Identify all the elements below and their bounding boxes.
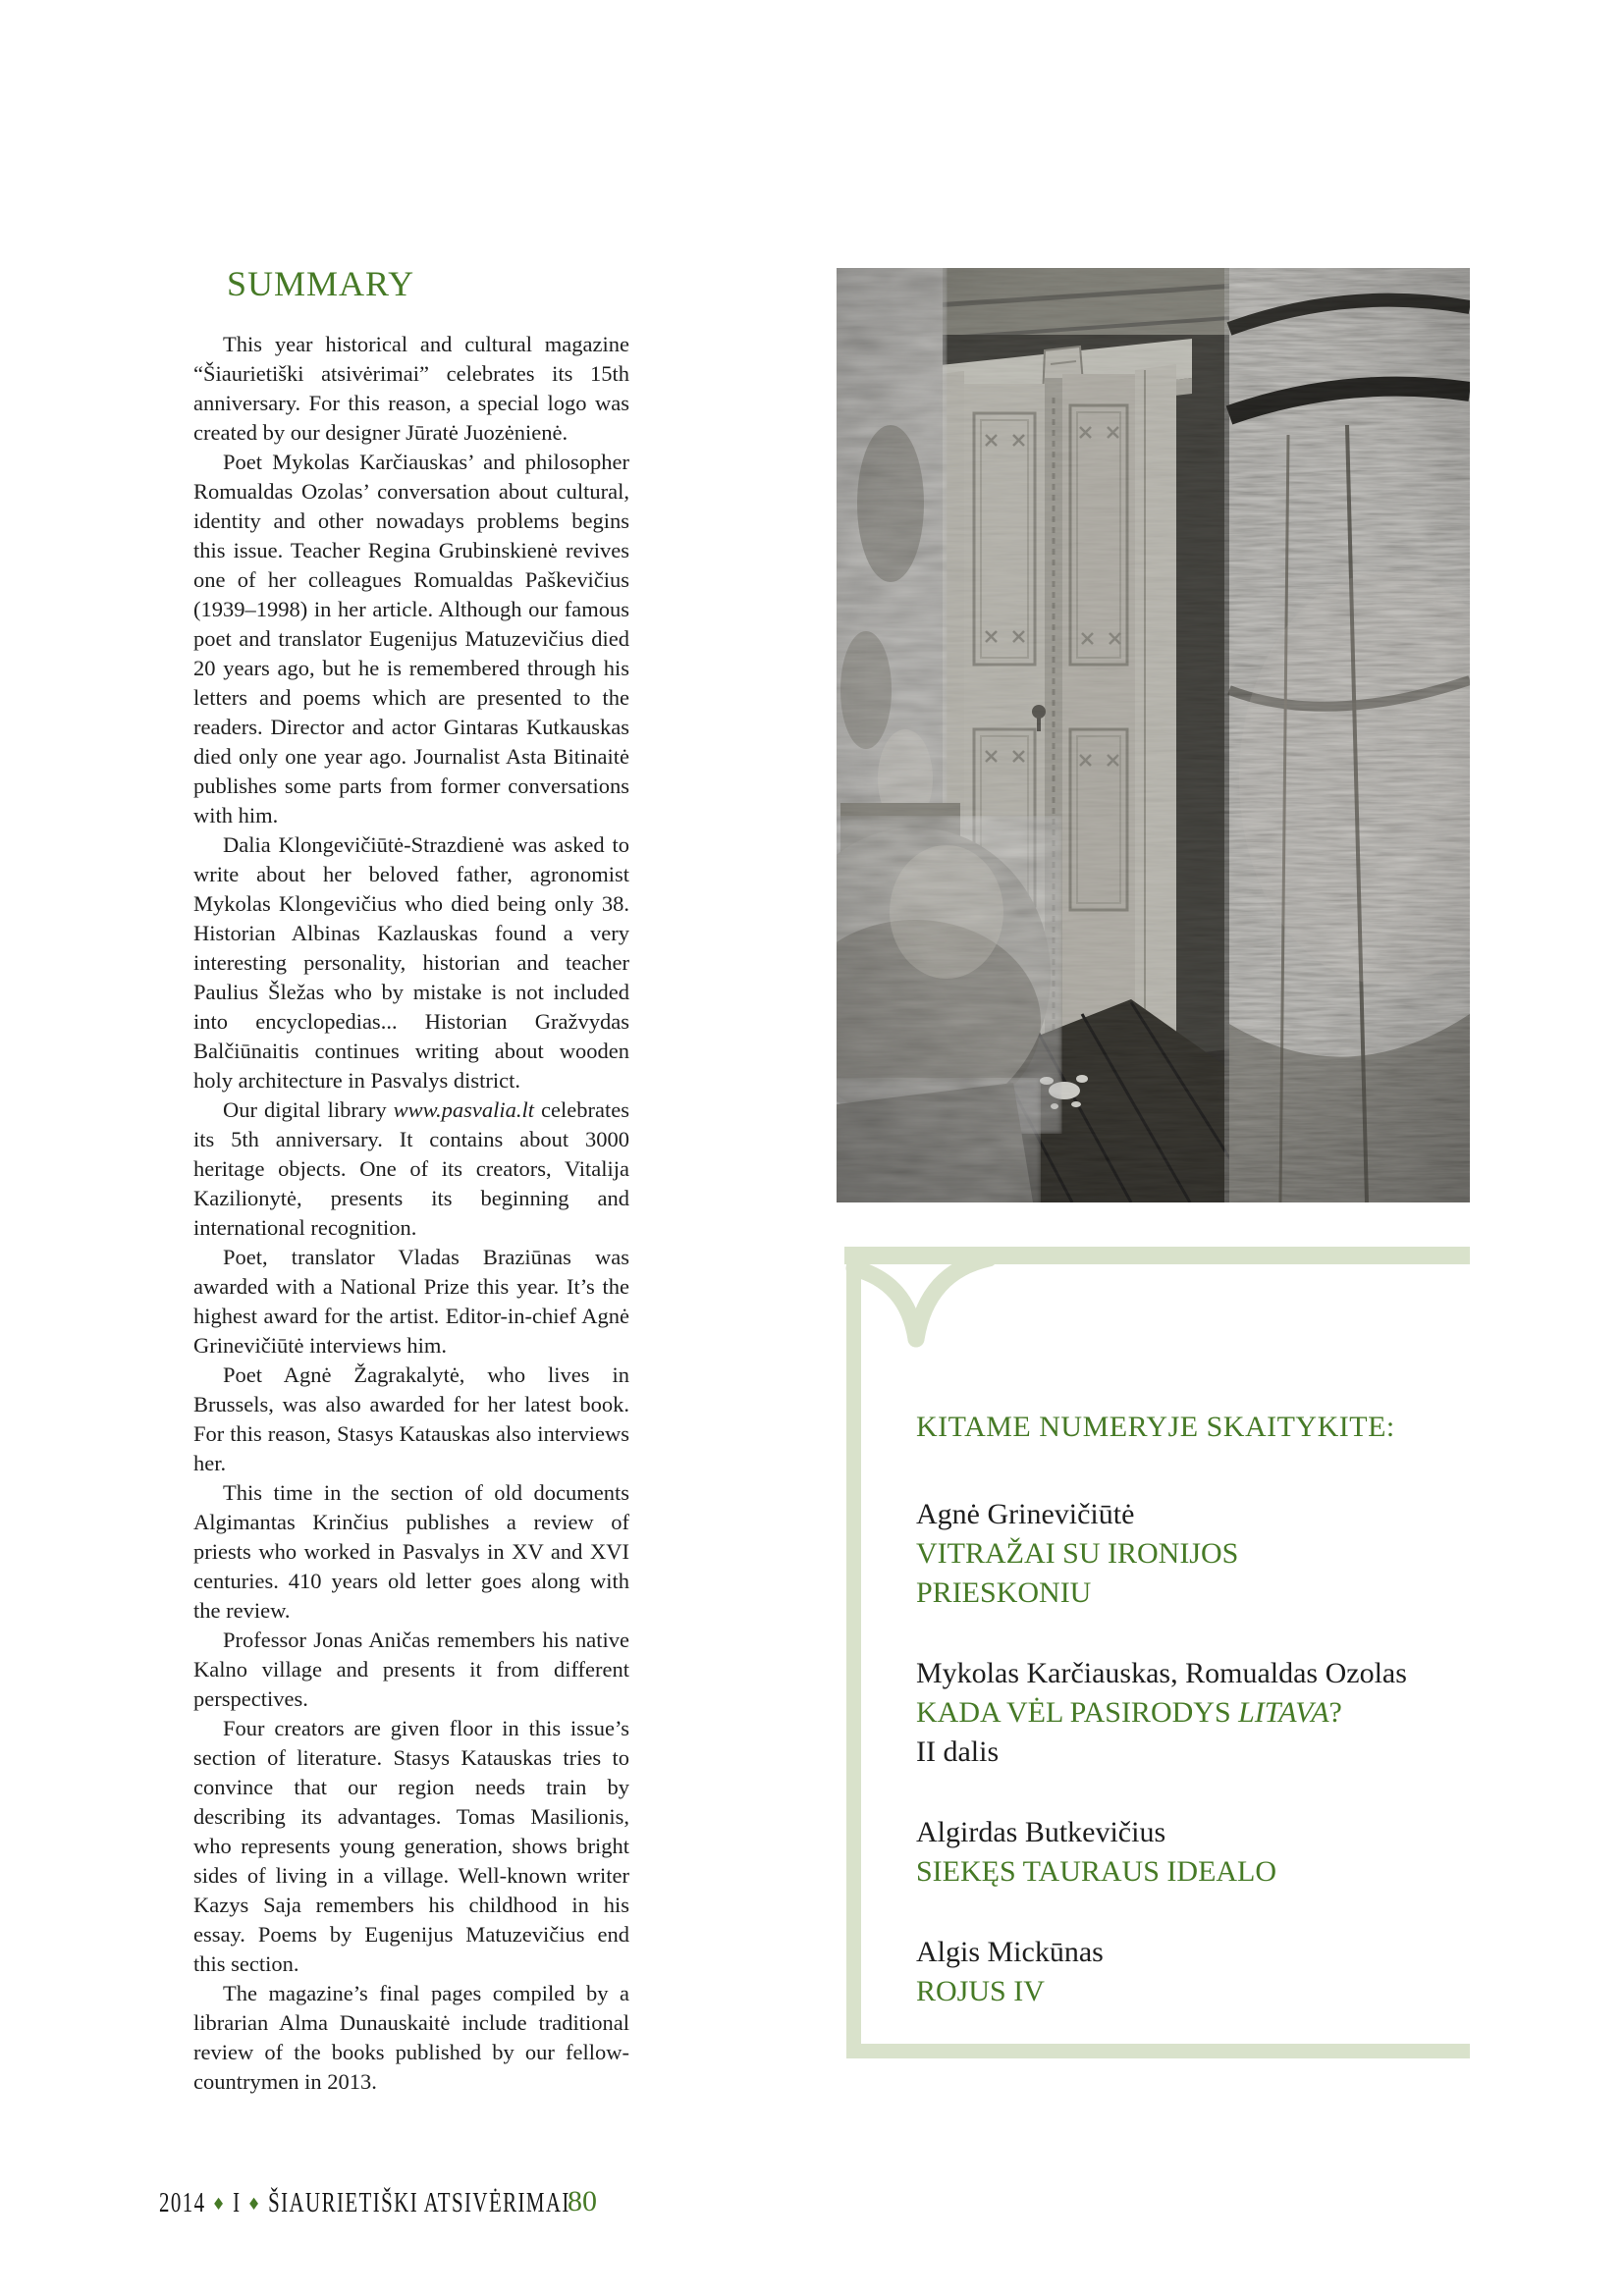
next-issue-item-line: Mykolas Karčiauskas, Romualdas Ozolas xyxy=(916,1657,1407,1689)
next-issue-panel xyxy=(916,1411,1470,2053)
next-issue-item-line: ROJUS IV xyxy=(916,1975,1045,2007)
summary-paragraph: This time in the section of old documents Algimantas Krinčius publishes a review of priests who worked in Pasvalys in XV and XVI centuries. 410 years old letter goes along with the review. xyxy=(193,1480,629,1623)
next-issue-item xyxy=(916,1495,1470,1613)
next-issue-item-line: PRIESKONIU xyxy=(916,1576,1092,1609)
summary-paragraphs xyxy=(193,330,629,2097)
footer xyxy=(159,2187,570,2219)
next-issue-item xyxy=(916,1933,1470,2011)
next-issue-item-line: KADA VĖL PASIRODYS LITAVA? xyxy=(916,1696,1342,1729)
footer-year: 2014 xyxy=(159,2187,206,2218)
next-issue-item xyxy=(916,1813,1470,1892)
summary-paragraph: This year historical and cultural magazine “Šiaurietiški atsivėrimai” celebrates its 15th anniversary. For this reason, a special logo was created by our designer Jūratė Juozėnienė. xyxy=(193,332,629,445)
footer-issue: I xyxy=(233,2187,242,2218)
summary-paragraph: Poet, translator Vladas Braziūnas was awarded with a National Prize this year. It’s the highest award for the artist. Editor-in-chief Agnė Grinevičiūtė interviews him. xyxy=(193,1245,629,1358)
summary-paragraph: Poet Agnė Žagrakalytė, who lives in Brussels, was also awarded for her latest book. For this reason, Stasys Katauskas also interviews her. xyxy=(193,1362,629,1475)
summary-paragraph: Our digital library www.pasvalia.lt celebrates its 5th anniversary. It contains about 3000 heritage objects. One of its creators, Vitalija Kazilionytė, presents its beginning and international recognition. xyxy=(193,1097,629,1240)
next-issue-item-line: Algis Mickūnas xyxy=(916,1936,1104,1968)
summary-title: SUMMARY xyxy=(227,264,415,303)
next-issue-heading: KITAME NUMERYJE SKAITYKITE: xyxy=(916,1411,1395,1443)
summary-paragraph: Professor Jonas Aničas remembers his native Kalno village and presents it from different perspectives. xyxy=(193,1628,629,1711)
page-number: 80 xyxy=(568,2185,597,2217)
door-photo xyxy=(837,268,1470,1202)
next-issue-item-line: II dalis xyxy=(916,1735,1000,1768)
next-issue-item-line: SIEKĘS TAURAUS IDEALO xyxy=(916,1855,1277,1888)
summary-paragraph: Dalia Klongevičiūtė-Strazdienė was asked to write about her beloved father, agronomist Mykolas Klongevičius who died being only 38. Historian Albinas Kazlauskas found a very interesting personality, historian and teacher Paulius Šležas who by mistake is not included into encyclopedias... Historian Gražvydas Balčiūnaitis continues writing about wooden holy architecture in Pasvalys district. xyxy=(193,832,629,1093)
diamond-separator-icon: ◆ xyxy=(249,2195,260,2212)
summary-paragraph: The magazine’s final pages compiled by a librarian Alma Dunauskaitė include traditional review of the books published by our fellow-countrymen in 2013. xyxy=(193,1981,629,2094)
footer-magazine-title: ŠIAURIETIŠKI ATSIVĖRIMAI xyxy=(268,2187,570,2218)
next-issue-item-line: Agnė Grinevičiūtė xyxy=(916,1498,1135,1530)
summary-column xyxy=(193,263,629,2097)
next-issue-item xyxy=(916,1654,1470,1772)
next-issue-items xyxy=(916,1495,1470,2011)
next-issue-item-line: VITRAŽAI SU IRONIJOS xyxy=(916,1537,1239,1570)
diamond-separator-icon: ◆ xyxy=(214,2195,225,2212)
summary-paragraph: Poet Mykolas Karčiauskas’ and philosopher Romualdas Ozolas’ conversation about cultural, identity and other nowadays problems begins this issue. Teacher Regina Grubinskienė revives one of her colleagues Romualdas Paškevičius (1939–1998) in her article. Although our famous poet and translator Eugenijus Matuzevičius died 20 years ago, but he is remembered through his letters and poems which are presented to the readers. Director and actor Gintaras Kutkauskas died only one year ago. Journalist Asta Bitinaitė publishes some parts from former conversations with him. xyxy=(193,450,629,828)
next-issue-item-line: Algirdas Butkevičius xyxy=(916,1816,1166,1848)
summary-paragraph: Four creators are given floor in this issue’s section of literature. Stasys Katauskas tries to convince that our region needs train by describing its advantages. Tomas Masilionis, who represents young generation, shows bright sides of living in a village. Well-known writer Kazys Saja remembers his childhood in his essay. Poems by Eugenijus Matuzevičius end this section. xyxy=(193,1716,629,1976)
